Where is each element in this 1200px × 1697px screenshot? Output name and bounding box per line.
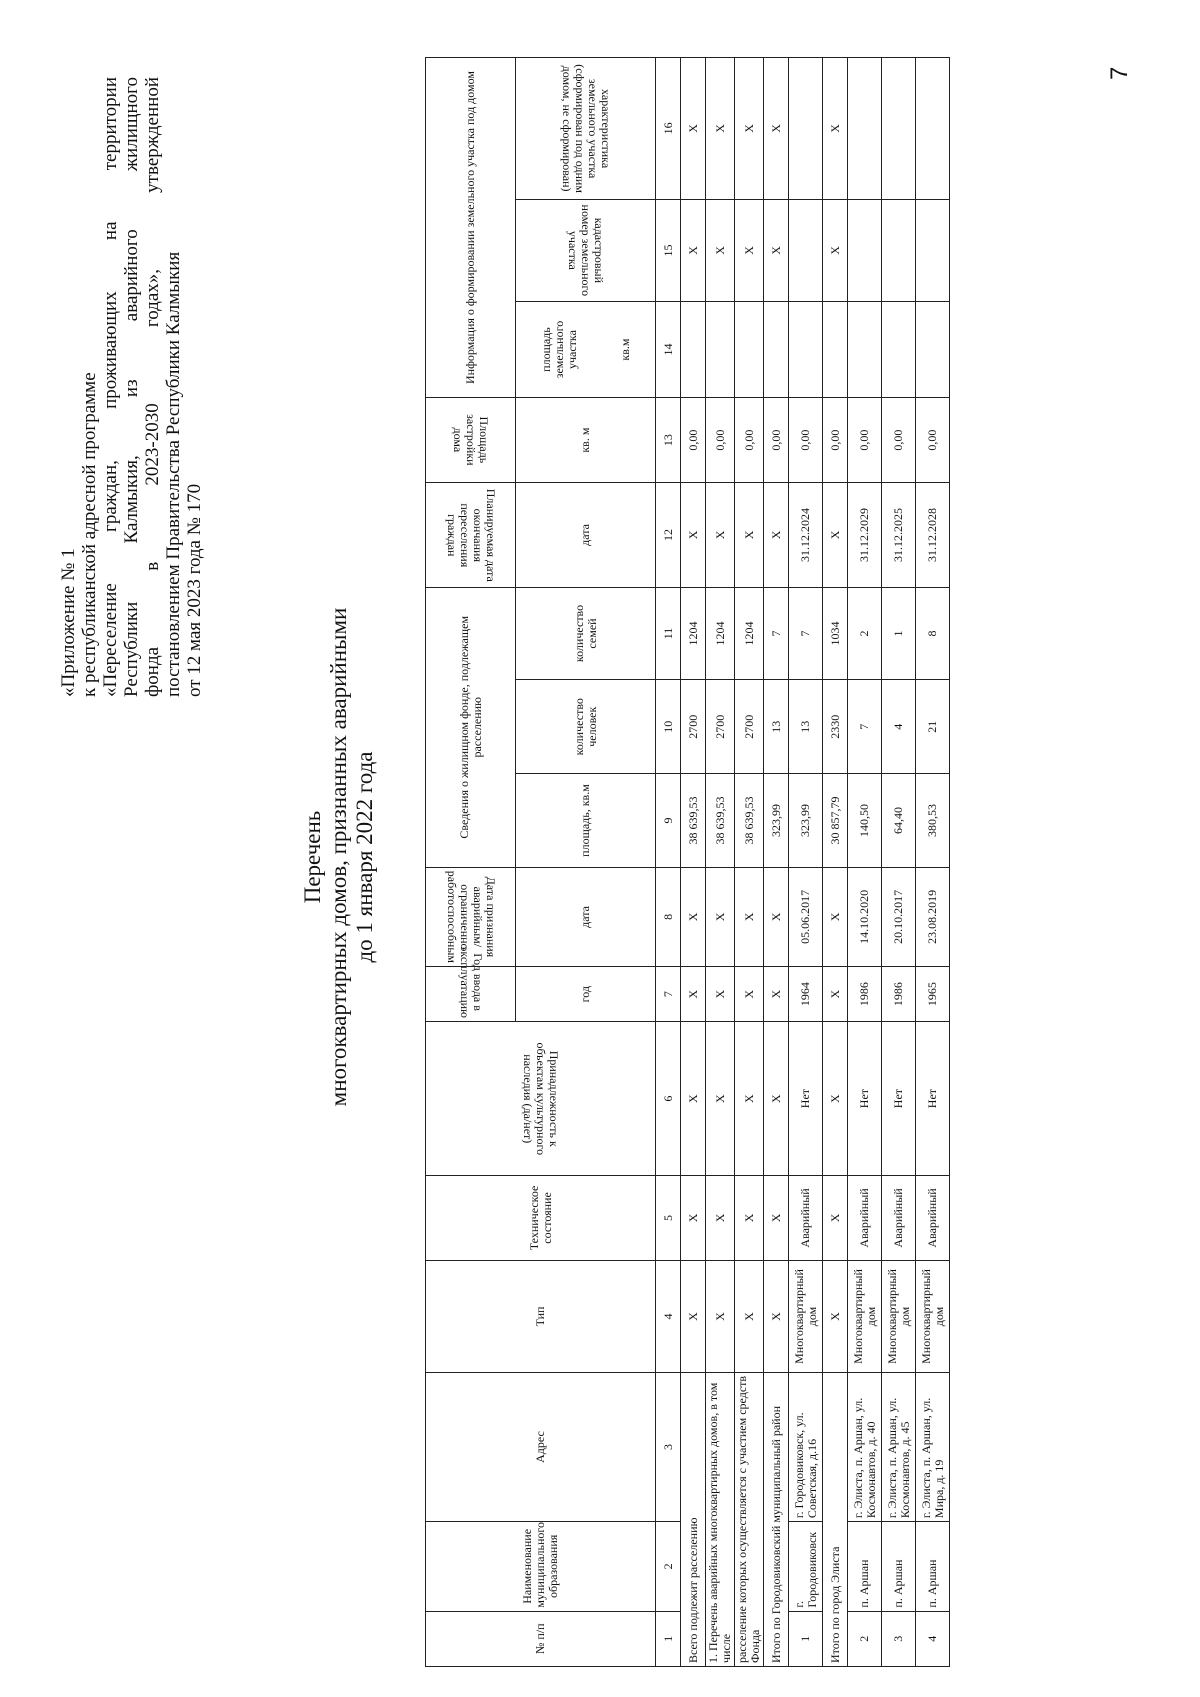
land-area-unit: кв.м xyxy=(617,338,632,361)
header-land-info: Информация о формировании земельного участка под домом xyxy=(426,58,516,398)
persons-cell: 21 xyxy=(916,680,950,774)
summary-label: 1. Перечень аварийных многоквартирных домов, в том числе xyxy=(706,1372,735,1666)
cell: 323,99 xyxy=(764,774,789,868)
heritage-cell: Нет xyxy=(916,1022,950,1175)
title-line: до 1 января 2022 года xyxy=(352,751,377,963)
unit-sqm: кв. м xyxy=(516,397,656,482)
date-cell: 20.10.2017 xyxy=(882,867,916,966)
cadastral-cell xyxy=(882,199,916,301)
cell: 2700 xyxy=(706,680,735,774)
column-number: 12 xyxy=(656,483,681,587)
cell: 0,00 xyxy=(764,397,789,482)
cell: X xyxy=(823,867,848,966)
title-line: многоквартирных домов, признанных аварийными xyxy=(326,607,351,1107)
cell: X xyxy=(823,966,848,1021)
area-cell: 380,53 xyxy=(916,774,950,868)
municipality-cell: п. Аршан xyxy=(882,1522,916,1612)
table-row xyxy=(916,58,950,1667)
summary-row xyxy=(706,58,735,1667)
cell: X xyxy=(735,58,764,200)
type-cell: Многоквартирный дом xyxy=(789,1261,823,1373)
land-char-cell xyxy=(789,58,823,200)
state-cell: Аварийный xyxy=(916,1175,950,1260)
summary-row xyxy=(823,58,848,1667)
address-cell: г. Городовиковск, ул. Советская, д.16 xyxy=(789,1372,823,1521)
year-cell: 1986 xyxy=(848,966,882,1021)
cell: X xyxy=(681,867,706,966)
cell: X xyxy=(681,1261,706,1373)
table-row xyxy=(789,58,823,1667)
row-num: 4 xyxy=(916,1611,950,1666)
land-char-cell xyxy=(848,58,882,200)
planned-cell: 31.12.2024 xyxy=(789,483,823,587)
header-housing-area: площадь, кв.м xyxy=(516,774,656,868)
planned-cell: 31.12.2025 xyxy=(882,483,916,587)
cell: X xyxy=(706,966,735,1021)
families-cell: 8 xyxy=(916,587,950,680)
row-num: 1 xyxy=(789,1611,823,1666)
header-type: Тип xyxy=(426,1261,656,1373)
summary-label: Итого по город Элиста xyxy=(823,1372,848,1666)
cell: X xyxy=(764,483,789,587)
cell xyxy=(681,302,706,398)
build-cell: 0,00 xyxy=(882,397,916,482)
cell: X xyxy=(681,483,706,587)
page-number: 7 xyxy=(1106,66,1133,80)
header-emergency-date: Дата признания аварийным/ограниченно работоспособным xyxy=(426,867,516,966)
column-number: 16 xyxy=(656,58,681,200)
emergency-housing-table xyxy=(425,57,950,1667)
heritage-cell: Нет xyxy=(789,1022,823,1175)
cell: 7 xyxy=(764,587,789,680)
header-year-commissioned: Год ввода в эксплуатацию xyxy=(426,966,516,1021)
column-number-row xyxy=(656,58,681,1667)
appendix-line: «Переселение граждан, проживающих на территории xyxy=(100,77,121,697)
column-number: 2 xyxy=(656,1522,681,1612)
municipality-cell: п. Аршан xyxy=(848,1522,882,1612)
type-cell: Многоквартирный дом xyxy=(848,1261,882,1373)
families-cell: 2 xyxy=(848,587,882,680)
address-cell: г. Элиста, п. Аршан, ул. Мира, д. 19 xyxy=(916,1372,950,1521)
header-cadastral: кадастровый номер земельного участка xyxy=(516,199,656,301)
appendix-line: от 12 мая 2023 года № 170 xyxy=(184,483,205,697)
summary-row xyxy=(681,58,706,1667)
appendix-line: фонда в 2023-2030 годах», утвержденной xyxy=(142,77,163,697)
cell: X xyxy=(681,1022,706,1175)
cadastral-cell xyxy=(916,199,950,301)
column-number: 13 xyxy=(656,397,681,482)
header-families: количество семей xyxy=(516,587,656,680)
cell: 2700 xyxy=(735,680,764,774)
cell: X xyxy=(823,483,848,587)
cadastral-cell xyxy=(848,199,882,301)
header-municipality: Наименование муниципального образования xyxy=(426,1522,656,1612)
cell: 38 639,53 xyxy=(735,774,764,868)
cell: X xyxy=(681,1175,706,1260)
cell: 2700 xyxy=(681,680,706,774)
cell: 1204 xyxy=(706,587,735,680)
header-land-area xyxy=(516,302,656,398)
persons-cell: 7 xyxy=(848,680,882,774)
cell: X xyxy=(706,58,735,200)
municipality-cell: г. Городовиковск xyxy=(789,1522,823,1612)
date-cell: 05.06.2017 xyxy=(789,867,823,966)
cell: X xyxy=(823,1022,848,1175)
address-cell: г. Элиста, п. Аршан, ул. Космонавтов, д. 45 xyxy=(882,1372,916,1521)
land-area-cell xyxy=(848,302,882,398)
cell: 0,00 xyxy=(823,397,848,482)
cell: X xyxy=(735,1022,764,1175)
cell: X xyxy=(823,1175,848,1260)
cell: X xyxy=(764,58,789,200)
cell: X xyxy=(706,199,735,301)
unit-year: год xyxy=(516,966,656,1021)
summary-row xyxy=(764,58,789,1667)
cell: X xyxy=(823,1261,848,1373)
cell: X xyxy=(735,483,764,587)
persons-cell: 13 xyxy=(789,680,823,774)
cell: 0,00 xyxy=(681,397,706,482)
heritage-cell: Нет xyxy=(848,1022,882,1175)
state-cell: Аварийный xyxy=(789,1175,823,1260)
cell: 1204 xyxy=(735,587,764,680)
summary-row xyxy=(735,58,764,1667)
state-cell: Аварийный xyxy=(882,1175,916,1260)
header-planned-date: Планируемая дата окончания переселения граждан xyxy=(426,483,516,587)
area-cell: 140,50 xyxy=(848,774,882,868)
cell: 1034 xyxy=(823,587,848,680)
column-number: 4 xyxy=(656,1261,681,1373)
row-num: 2 xyxy=(848,1611,882,1666)
document-title xyxy=(300,477,378,1237)
summary-label: Итого по Городовиковский муниципальный район xyxy=(764,1372,789,1666)
table-row xyxy=(848,58,882,1667)
column-number: 7 xyxy=(656,966,681,1021)
header-num: № п/п xyxy=(426,1611,656,1666)
cell: X xyxy=(735,199,764,301)
column-number: 9 xyxy=(656,774,681,868)
table-row xyxy=(882,58,916,1667)
planned-cell: 31.12.2028 xyxy=(916,483,950,587)
cadastral-cell xyxy=(789,199,823,301)
cell: 38 639,53 xyxy=(706,774,735,868)
municipality-cell: п. Аршан xyxy=(916,1522,950,1612)
families-cell: 7 xyxy=(789,587,823,680)
header-address: Адрес xyxy=(426,1372,656,1521)
cell: X xyxy=(823,199,848,301)
cell: X xyxy=(706,1022,735,1175)
cell: X xyxy=(706,867,735,966)
header-land-char: характеристика земельного участка (сформирован под одним домом, не сформирован) xyxy=(516,58,656,200)
cell: 30 857,79 xyxy=(823,774,848,868)
summary-label: Всего подлежит расселению xyxy=(681,1372,706,1666)
cell: X xyxy=(764,867,789,966)
cell: X xyxy=(706,483,735,587)
build-cell: 0,00 xyxy=(848,397,882,482)
header-build-area: Площадь застройки дома xyxy=(426,397,516,482)
column-number: 8 xyxy=(656,867,681,966)
column-number: 11 xyxy=(656,587,681,680)
column-number: 14 xyxy=(656,302,681,398)
cell: X xyxy=(706,1175,735,1260)
column-number: 3 xyxy=(656,1372,681,1521)
column-number: 5 xyxy=(656,1175,681,1260)
header-persons: количество человек xyxy=(516,680,656,774)
appendix-header xyxy=(58,77,205,697)
build-cell: 0,00 xyxy=(789,397,823,482)
planned-cell: 31.12.2029 xyxy=(848,483,882,587)
year-cell: 1965 xyxy=(916,966,950,1021)
persons-cell: 4 xyxy=(882,680,916,774)
appendix-line: постановлением Правительства Республики Калмыкия xyxy=(163,251,184,697)
cell: 0,00 xyxy=(735,397,764,482)
cell: X xyxy=(764,1022,789,1175)
land-area-label: площадь земельного участка xyxy=(538,320,579,379)
cell: X xyxy=(735,867,764,966)
cell: 1204 xyxy=(681,587,706,680)
year-cell: 1964 xyxy=(789,966,823,1021)
date-cell: 23.08.2019 xyxy=(916,867,950,966)
header-housing-info: Сведения о жилищном фонде, подлежащем расселению xyxy=(426,587,516,867)
land-area-cell xyxy=(789,302,823,398)
year-cell: 1986 xyxy=(882,966,916,1021)
build-cell: 0,00 xyxy=(916,397,950,482)
cell xyxy=(764,302,789,398)
date-cell: 14.10.2020 xyxy=(848,867,882,966)
row-num: 3 xyxy=(882,1611,916,1666)
cell: X xyxy=(735,1175,764,1260)
header-tech-state: Техническое состояние xyxy=(426,1175,656,1260)
summary-label: расселение которых осуществляется с участием средств Фонда xyxy=(735,1372,764,1666)
column-number: 1 xyxy=(656,1611,681,1666)
cell: X xyxy=(681,966,706,1021)
cell: X xyxy=(681,199,706,301)
column-number: 15 xyxy=(656,199,681,301)
header-cultural-heritage: Принадлежность к объектам культурного наследия (да/нет) xyxy=(426,1022,656,1175)
column-number: 10 xyxy=(656,680,681,774)
area-cell: 64,40 xyxy=(882,774,916,868)
cell: 38 639,53 xyxy=(681,774,706,868)
cell xyxy=(706,302,735,398)
title-line: Перечень xyxy=(300,810,325,904)
appendix-line: «Приложение № 1 xyxy=(58,548,79,697)
cell: X xyxy=(764,199,789,301)
appendix-line: Республики Калмыкия, из аварийного жилищного xyxy=(121,77,142,697)
cell: X xyxy=(735,1261,764,1373)
land-char-cell xyxy=(916,58,950,200)
unit-date: дата xyxy=(516,483,656,587)
cell: 2330 xyxy=(823,680,848,774)
appendix-line: к республиканской адресной программе xyxy=(79,372,100,697)
land-area-cell xyxy=(882,302,916,398)
cell: X xyxy=(764,1261,789,1373)
cell: 0,00 xyxy=(706,397,735,482)
land-char-cell xyxy=(882,58,916,200)
cell: X xyxy=(681,58,706,200)
column-number: 6 xyxy=(656,1022,681,1175)
cell: X xyxy=(764,966,789,1021)
cell: X xyxy=(823,58,848,200)
unit-date: дата xyxy=(516,867,656,966)
area-cell: 323,99 xyxy=(789,774,823,868)
heritage-cell: Нет xyxy=(882,1022,916,1175)
cell: X xyxy=(764,1175,789,1260)
cell: X xyxy=(706,1261,735,1373)
cell xyxy=(735,302,764,398)
type-cell: Многоквартирный дом xyxy=(916,1261,950,1373)
state-cell: Аварийный xyxy=(848,1175,882,1260)
cell xyxy=(823,302,848,398)
families-cell: 1 xyxy=(882,587,916,680)
type-cell: Многоквартирный дом xyxy=(882,1261,916,1373)
cell: 13 xyxy=(764,680,789,774)
land-area-cell xyxy=(916,302,950,398)
address-cell: г. Элиста, п. Аршан, ул. Космонавтов, д. 40 xyxy=(848,1372,882,1521)
cell: X xyxy=(735,966,764,1021)
